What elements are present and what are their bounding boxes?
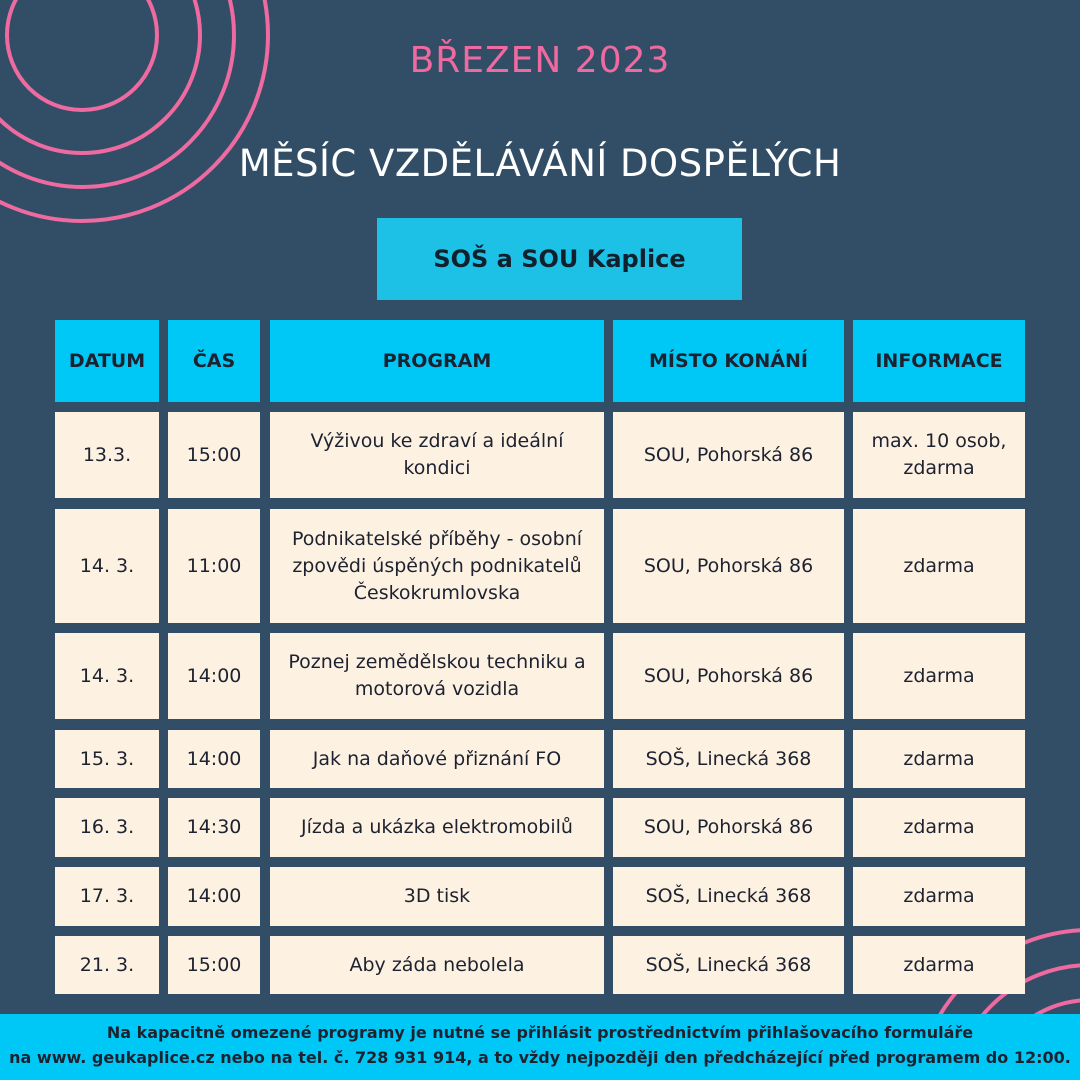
cell-program: Jak na daňové přiznání FO — [270, 730, 604, 788]
cell-informace: zdarma — [853, 936, 1025, 994]
cell-program: Podnikatelské příběhy - osobní zpovědi úspěných podnikatelů Českokrumlovska — [270, 509, 604, 623]
cell-program: Výživou ke zdraví a ideální kondici — [270, 412, 604, 498]
cell-program: Poznej zemědělskou techniku a motorová vozidla — [270, 633, 604, 719]
column-header-program: PROGRAM — [270, 320, 604, 402]
column-header-misto: MÍSTO KONÁNÍ — [613, 320, 844, 402]
school-name: SOŠ a SOU Kaplice — [433, 245, 686, 273]
cell-datum: 14. 3. — [55, 633, 159, 719]
cell-informace: zdarma — [853, 798, 1025, 857]
page-title: MĚSÍC VZDĚLÁVÁNÍ DOSPĚLÝCH — [238, 142, 842, 185]
cell-cas: 14:00 — [168, 730, 260, 788]
footer-notice — [0, 1014, 1080, 1080]
cell-misto: SOU, Pohorská 86 — [613, 633, 844, 719]
footer-line-2: na www. geukaplice.cz nebo na tel. č. 728 931 914, a to vždy nejpozději den předcházející před programem do 12:00. — [9, 1048, 1071, 1067]
school-badge — [377, 218, 742, 300]
cell-datum: 13.3. — [55, 412, 159, 498]
cell-cas: 14:00 — [168, 867, 260, 926]
cell-datum: 14. 3. — [55, 509, 159, 623]
cell-cas: 14:30 — [168, 798, 260, 857]
footer-line-1: Na kapacitně omezené programy je nutné se přihlásit prostřednictvím přihlašovacího formuláře — [106, 1023, 974, 1042]
cell-datum: 15. 3. — [55, 730, 159, 788]
cell-informace: zdarma — [853, 509, 1025, 623]
cell-misto: SOŠ, Linecká 368 — [613, 867, 844, 926]
cell-cas: 14:00 — [168, 633, 260, 719]
cell-datum: 16. 3. — [55, 798, 159, 857]
cell-informace: max. 10 osob, zdarma — [853, 412, 1025, 498]
cell-program: 3D tisk — [270, 867, 604, 926]
concentric-rings-top-left — [0, 0, 280, 240]
cell-cas: 11:00 — [168, 509, 260, 623]
cell-informace: zdarma — [853, 730, 1025, 788]
cell-misto: SOU, Pohorská 86 — [613, 412, 844, 498]
cell-informace: zdarma — [853, 633, 1025, 719]
cell-datum: 21. 3. — [55, 936, 159, 994]
cell-misto: SOŠ, Linecká 368 — [613, 730, 844, 788]
cell-cas: 15:00 — [168, 936, 260, 994]
month-heading: BŘEZEN 2023 — [409, 40, 671, 81]
column-header-cas: ČAS — [168, 320, 260, 402]
cell-misto: SOU, Pohorská 86 — [613, 509, 844, 623]
cell-program: Jízda a ukázka elektromobilů — [270, 798, 604, 857]
cell-datum: 17. 3. — [55, 867, 159, 926]
cell-informace: zdarma — [853, 867, 1025, 926]
cell-cas: 15:00 — [168, 412, 260, 498]
column-header-datum: DATUM — [55, 320, 159, 402]
cell-misto: SOŠ, Linecká 368 — [613, 936, 844, 994]
cell-misto: SOU, Pohorská 86 — [613, 798, 844, 857]
column-header-informace: INFORMACE — [853, 320, 1025, 402]
cell-program: Aby záda nebolela — [270, 936, 604, 994]
